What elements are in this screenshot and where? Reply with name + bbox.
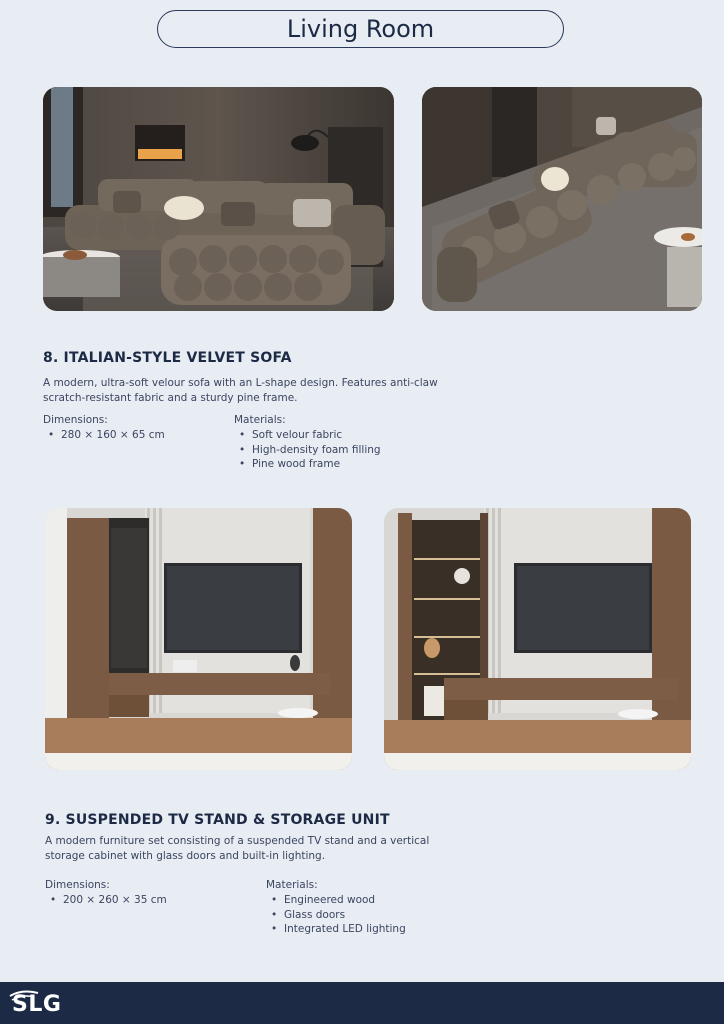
dimensions-list [43, 428, 165, 443]
sofa-photo-front [43, 87, 394, 311]
description-line: scratch-resistant fabric and a sturdy pine frame. [43, 392, 298, 404]
materials-list [266, 893, 406, 937]
dimensions-item: • 280 × 160 × 65 cm [43, 428, 165, 443]
product-description [43, 376, 438, 406]
dimensions-label: Dimensions: [43, 414, 108, 426]
materials-item: • High-density foam filling [234, 443, 381, 458]
dimensions-item: • 200 × 260 × 35 cm [45, 893, 167, 908]
materials-item: • Integrated LED lighting [266, 922, 406, 937]
product-heading: 8. ITALIAN-STYLE VELVET SOFA [43, 350, 292, 366]
description-line: A modern furniture set consisting of a suspended TV stand and a vertical [45, 835, 430, 847]
tv-stand-photo-closed [45, 508, 352, 770]
dimensions-list [45, 893, 167, 908]
product-description [45, 834, 429, 864]
materials-item: • Pine wood frame [234, 457, 381, 472]
page-title: Living Room [157, 10, 564, 48]
materials-label: Materials: [266, 879, 318, 891]
product-heading: 9. SUSPENDED TV STAND & STORAGE UNIT [45, 812, 390, 828]
materials-list [234, 428, 381, 472]
description-line: A modern, ultra-soft velour sofa with an L-shape design. Features anti-claw [43, 377, 438, 389]
materials-item: • Soft velour fabric [234, 428, 381, 443]
sofa-photo-angle [422, 87, 702, 311]
dimensions-label: Dimensions: [45, 879, 110, 891]
tv-stand-photo-open [384, 508, 691, 770]
description-line: storage cabinet with glass doors and built-in lighting. [45, 850, 326, 862]
footer-bar [0, 982, 724, 1024]
materials-item: • Glass doors [266, 908, 406, 923]
logo: SLG [12, 992, 62, 1017]
materials-item: • Engineered wood [266, 893, 406, 908]
materials-label: Materials: [234, 414, 286, 426]
